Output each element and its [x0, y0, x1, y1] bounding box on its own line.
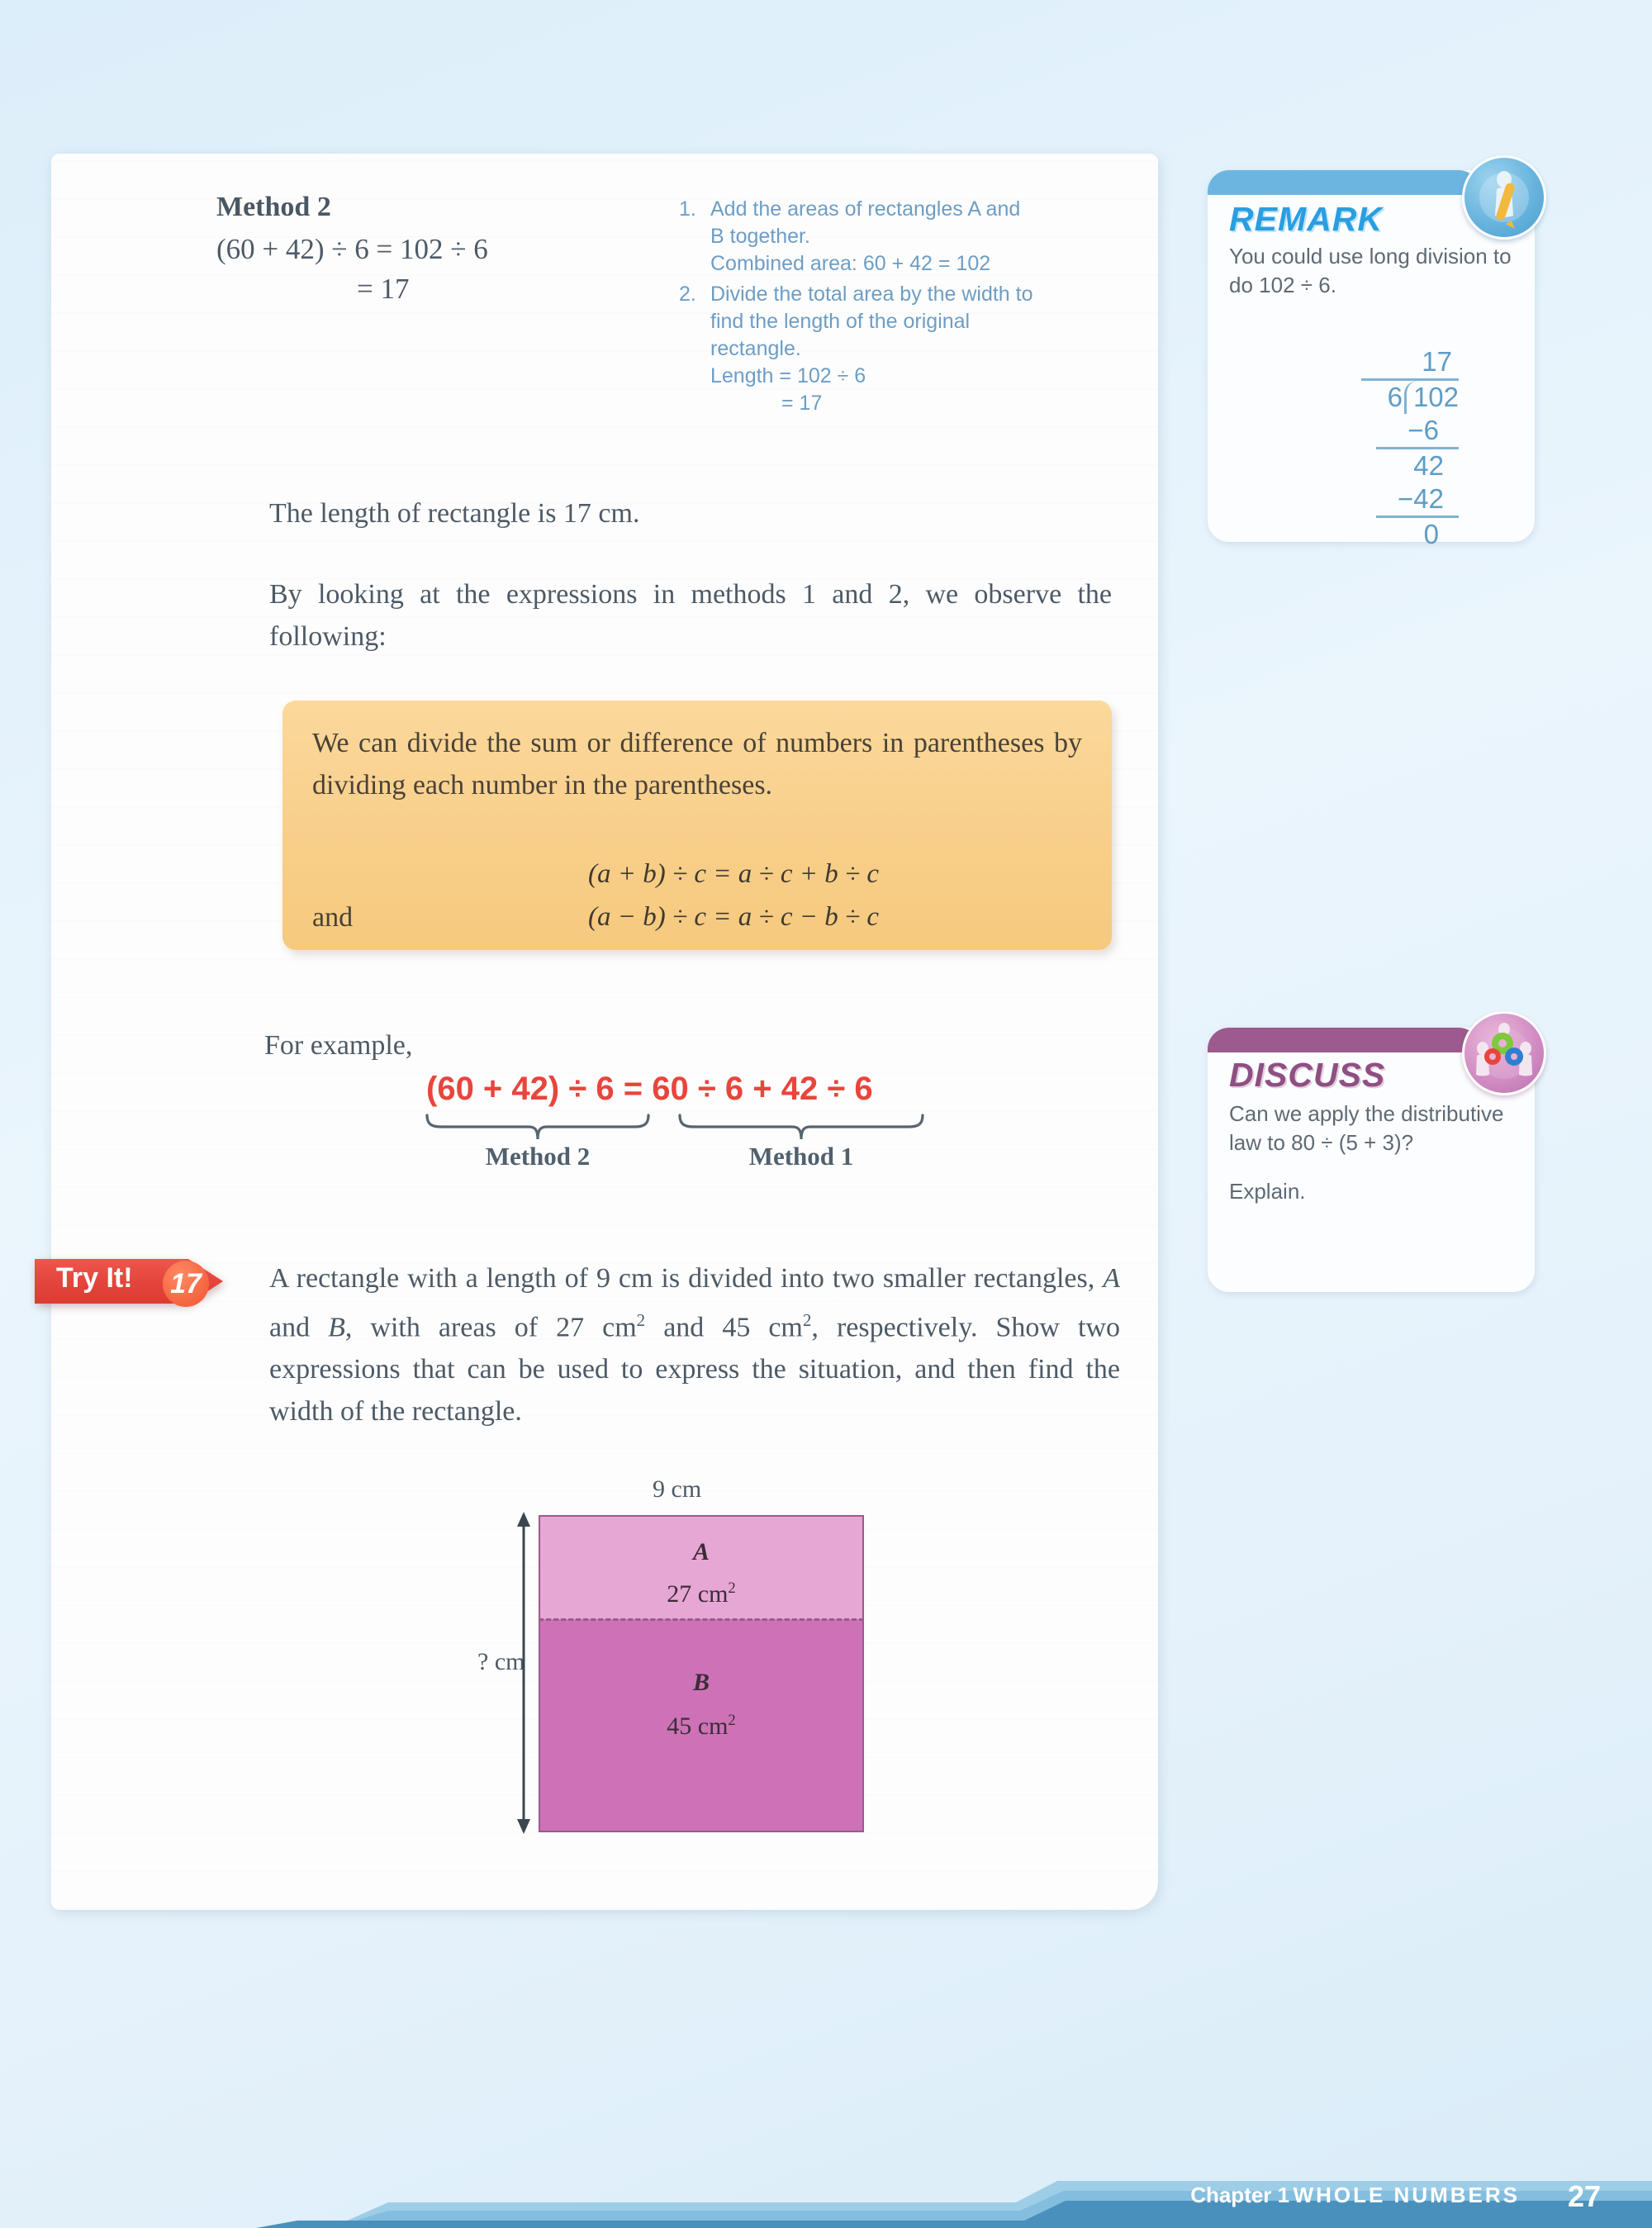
- rectangle-dashed-divider: [539, 1618, 864, 1621]
- tryit-sup-1: 2: [636, 1310, 646, 1330]
- tryit-var-a: A: [1103, 1263, 1120, 1294]
- method-equation-line-2: = 17: [357, 273, 410, 305]
- for-example-label: For example,: [264, 1030, 413, 1061]
- observe-paragraph: By looking at the expressions in methods 1 and 2, we observe the following:: [269, 579, 1112, 652]
- length-statement: The length of rectangle is 17 cm.: [269, 498, 640, 529]
- tryit-sup-2: 2: [802, 1310, 812, 1330]
- long-division-quotient-row: [1361, 345, 1459, 378]
- remark-header-bar: [1208, 170, 1480, 195]
- tryit-part-3: , with areas of 27 cm: [344, 1312, 637, 1343]
- annotation-body: [710, 196, 1034, 278]
- rect-b-area: [540, 1712, 862, 1741]
- rectangle-a: [539, 1515, 864, 1619]
- long-division-step3-value: −42: [1398, 483, 1444, 514]
- try-it-paragraph: [269, 1257, 1120, 1432]
- rect-b-area-value: 45 cm: [667, 1713, 729, 1740]
- long-division-remainder-row: [1361, 518, 1459, 551]
- brace-label: Method 1: [748, 1142, 854, 1171]
- rect-a-letter: A: [692, 1538, 710, 1565]
- people-with-gears-icon: [1462, 1011, 1546, 1095]
- brace-method-1: [677, 1114, 925, 1171]
- method-annotation-list: [679, 196, 1034, 420]
- footer-label: [1190, 2183, 1520, 2208]
- discuss-callout: [1208, 1028, 1535, 1292]
- figure-top-dimension-label: 9 cm: [653, 1475, 702, 1503]
- rule-formula-sum: (a + b) ÷ c = a ÷ c + b ÷ c: [588, 859, 880, 889]
- try-it-label: Try It!: [56, 1262, 133, 1294]
- long-division-step-3: [1361, 482, 1459, 515]
- tryit-part-4: and 45 cm: [645, 1312, 803, 1343]
- example-equation: (60 + 42) ÷ 6 = 60 ÷ 6 + 42 ÷ 6: [426, 1071, 873, 1107]
- annotation-item: [679, 281, 1034, 417]
- remark-callout: [1208, 170, 1535, 549]
- discuss-body: Can we apply the distributive law to 80 ÷ (5 + 3)?: [1229, 1101, 1504, 1155]
- method-equations: [216, 230, 563, 309]
- rect-a-area: [540, 1580, 862, 1608]
- long-division-dividend-row: [1361, 381, 1459, 414]
- method-title: Method 2: [216, 192, 331, 222]
- annotation-text: Add the areas of rectangles A and B together.: [710, 197, 1021, 248]
- long-division-work: [1361, 345, 1459, 551]
- annotation-body: [710, 281, 1034, 417]
- long-division-dividend: 102: [1412, 382, 1459, 412]
- rect-a-area-value: 27 cm: [667, 1580, 729, 1608]
- curly-brace-icon: [677, 1114, 925, 1142]
- rule-text: We can divide the sum or difference of numbers in parentheses by dividing each number in the parentheses.: [312, 728, 1082, 800]
- rule-and-label: and: [312, 902, 354, 933]
- long-division-step-2: [1361, 449, 1459, 482]
- student-with-pencil-icon: [1462, 155, 1546, 240]
- try-it-number-badge: 17: [163, 1261, 209, 1307]
- footer-chapter: Chapter 1: [1190, 2183, 1290, 2207]
- brace-method-2: [425, 1114, 651, 1171]
- long-division-quotient: 17: [1422, 346, 1452, 377]
- long-division-remainder: 0: [1423, 519, 1439, 549]
- rule-callout-box: [282, 701, 1112, 950]
- tryit-part-5: , respectively. Show two expressions that can be used to express the situation, and then find the width of the rectangle.: [269, 1312, 1120, 1428]
- tryit-part-2: and: [269, 1312, 329, 1343]
- rect-b-letter: B: [692, 1669, 710, 1696]
- discuss-header-bar: [1208, 1028, 1480, 1052]
- annotation-subtext-2: = 17: [781, 392, 823, 415]
- rect-b-area-sup: 2: [728, 1712, 736, 1729]
- brace-label: Method 2: [485, 1142, 591, 1171]
- tryit-part-1: A rectangle with a length of 9 cm is divided into two smaller rectangles,: [269, 1263, 1104, 1294]
- long-division-divisor: 6: [1387, 382, 1403, 412]
- remark-title: REMARK: [1229, 200, 1383, 238]
- annotation-item: [679, 196, 1034, 278]
- long-division-step2-value: 42: [1413, 450, 1444, 481]
- rect-a-area-sup: 2: [728, 1580, 736, 1597]
- annotation-text: Divide the total area by the width to find the length of the original rectangle.: [710, 283, 1033, 360]
- footer-subject: WHOLE NUMBERS: [1293, 2183, 1520, 2207]
- discuss-title: DISCUSS: [1229, 1056, 1386, 1094]
- method-equation-line-1: (60 + 42) ÷ 6 = 102 ÷ 6: [216, 233, 488, 265]
- remark-body: You could use long division to do 102 ÷ 6.: [1229, 244, 1512, 297]
- annotation-subtext: Combined area: 60 + 42 = 102: [710, 252, 991, 275]
- rule-formula-difference: (a − b) ÷ c = a ÷ c − b ÷ c: [588, 902, 880, 932]
- annotation-subtext: Length = 102 ÷ 6: [710, 364, 866, 387]
- long-division-step1-value: −6: [1408, 415, 1439, 445]
- method-2-section: [216, 192, 1117, 415]
- annotation-number: 1.: [679, 197, 696, 221]
- long-division-step-1: [1361, 414, 1459, 447]
- tryit-var-b: B: [328, 1312, 345, 1343]
- curly-brace-icon: [425, 1114, 651, 1142]
- rectangle-b: [539, 1619, 864, 1832]
- rectangle-figure: [477, 1475, 909, 1892]
- vertical-dimension-arrow-icon: [514, 1512, 534, 1834]
- discuss-explain: Explain.: [1229, 1179, 1306, 1204]
- long-division-bracket-icon: [1404, 381, 1459, 414]
- figure-side-dimension-label: ? cm: [477, 1648, 525, 1675]
- footer-page-number: 27: [1567, 2179, 1601, 2213]
- annotation-number: 2.: [679, 283, 696, 306]
